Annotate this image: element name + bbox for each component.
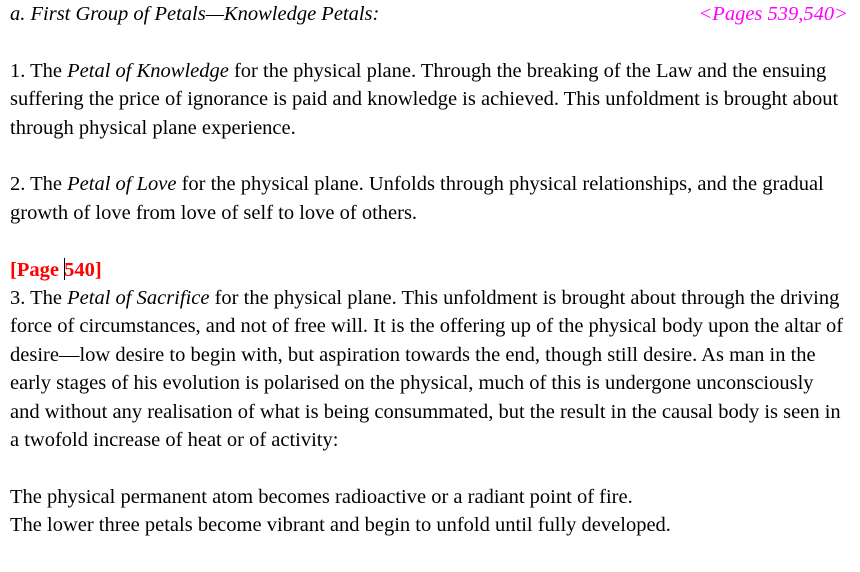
petal-name: Petal of Love xyxy=(67,173,177,196)
page-marker-line xyxy=(10,256,848,284)
page-reference-link[interactable]: <Pages 539,540> xyxy=(698,3,848,25)
page-marker xyxy=(10,259,102,281)
document-body xyxy=(10,0,848,540)
petal-text: for the physical plane. This unfoldment is brought about through the driving force of circumstances, and not of free will. It is the offering up of the physical body upon the altar of desire—low desire to begin with, but aspiration towards the end, though still desire. As man in the early stages of his evolution is polarised on the physical, much of this is undergone unconsciously and without any realisation of what is being consummated, but the result in the causal body is seen in a twofold increase of heat or of activity: xyxy=(10,287,844,452)
section-header xyxy=(10,0,848,28)
petal-number: 2. The xyxy=(10,173,68,196)
spacer xyxy=(10,227,848,255)
page-marker-number: 540] xyxy=(64,258,102,281)
petal-text: for the physical plane. Unfolds through physical relationships, and the gradual growth of love from love of self to love of others. xyxy=(10,173,824,224)
result-line-2: The lower three petals become vibrant and begin to unfold until fully developed. xyxy=(10,514,671,537)
petal-name: Petal of Knowledge xyxy=(67,59,229,82)
petal-paragraph-1 xyxy=(10,57,848,142)
petal-number: 3. The xyxy=(10,287,68,309)
petal-paragraph-3 xyxy=(10,284,848,454)
petal-number: 1. The xyxy=(10,59,68,82)
petal-paragraph-2 xyxy=(10,170,848,227)
spacer xyxy=(10,454,848,482)
petal-text: for the physical plane. Through the breaking of the Law and the ensuing suffering the price of ignorance is paid and knowledge is achieved. This unfoldment is brought about through physical plane experience. xyxy=(10,59,839,139)
spacer xyxy=(10,28,848,56)
section-title: a. First Group of Petals—Knowledge Petals: xyxy=(10,3,380,25)
page-marker-prefix: [Page xyxy=(10,258,65,281)
spacer xyxy=(10,142,848,170)
result-line-1: The physical permanent atom becomes radioactive or a radiant point of fire. xyxy=(10,485,633,508)
petal-name: Petal of Sacrifice xyxy=(67,287,210,309)
